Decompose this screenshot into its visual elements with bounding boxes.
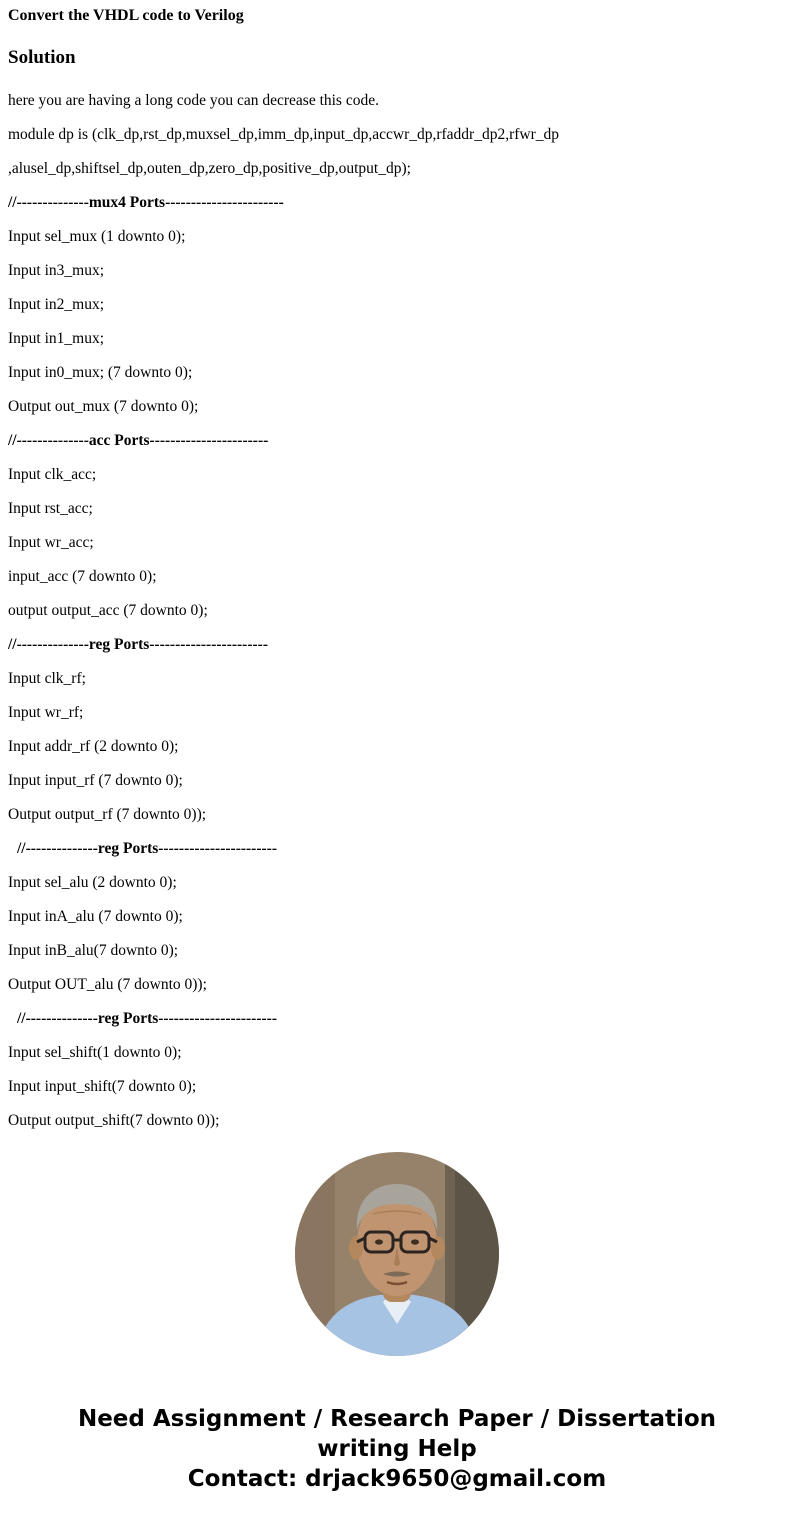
code-line: Input wr_acc; (8, 534, 94, 551)
code-line: Input rst_acc; (8, 500, 93, 517)
code-line: Output output_shift(7 downto 0)); (8, 1112, 220, 1129)
right-eye (411, 1239, 419, 1244)
solution-heading: Solution (8, 47, 76, 68)
code-line: ,alusel_dp,shiftsel_dp,outen_dp,zero_dp,positive_dp,output_dp); (8, 160, 411, 177)
code-line: //--------------reg Ports----------------------- (17, 840, 277, 857)
code-line: Input in1_mux; (8, 330, 105, 347)
code-line: //--------------reg Ports----------------------- (17, 1010, 277, 1027)
code-line: Input clk_acc; (8, 466, 97, 483)
code-line: Input input_rf (7 downto 0); (8, 772, 183, 789)
code-line: Output out_mux (7 downto 0); (8, 398, 199, 415)
code-line: Input sel_shift(1 downto 0); (8, 1044, 182, 1061)
code-line: Input clk_rf; (8, 670, 86, 687)
code-line: Input in3_mux; (8, 262, 105, 279)
code-line: //--------------acc Ports----------------------- (8, 432, 269, 449)
code-line: Input input_shift(7 downto 0); (8, 1078, 197, 1095)
footer-contact-email: Contact: drjack9650@gmail.com (187, 1466, 607, 1492)
person-portrait-illustration (295, 1152, 499, 1356)
code-line: Input sel_mux (1 downto 0); (8, 228, 186, 245)
code-line: Input inB_alu(7 downto 0); (8, 942, 179, 959)
code-line: here you are having a long code you can decrease this code. (8, 92, 379, 109)
footer-line-2: writing Help (317, 1436, 477, 1462)
code-line: Input in0_mux; (7 downto 0); (8, 364, 193, 381)
person-photo (295, 1152, 499, 1356)
code-line: Input sel_alu (2 downto 0); (8, 874, 177, 891)
code-line: Output OUT_alu (7 downto 0)); (8, 976, 207, 993)
code-line: Input wr_rf; (8, 704, 84, 721)
code-line: input_acc (7 downto 0); (8, 568, 157, 585)
code-lines (8, 84, 786, 1138)
footer-line-1: Need Assignment / Research Paper / Dissertation (77, 1406, 717, 1432)
code-line: //--------------reg Ports----------------------- (8, 636, 268, 653)
code-line: Input in2_mux; (8, 296, 105, 313)
code-line: output output_acc (7 downto 0); (8, 602, 208, 619)
left-eye (375, 1239, 383, 1244)
code-line: Input addr_rf (2 downto 0); (8, 738, 179, 755)
code-line: Input inA_alu (7 downto 0); (8, 908, 183, 925)
document-title: Convert the VHDL code to Verilog (8, 7, 244, 24)
document-content (8, 6, 786, 1138)
code-line: Output output_rf (7 downto 0)); (8, 806, 207, 823)
code-line: //--------------mux4 Ports----------------------- (8, 194, 284, 211)
footer-banner (0, 1404, 794, 1494)
code-line: module dp is (clk_dp,rst_dp,muxsel_dp,imm_dp,input_dp,accwr_dp,rfaddr_dp2,rfwr_dp (8, 126, 560, 143)
